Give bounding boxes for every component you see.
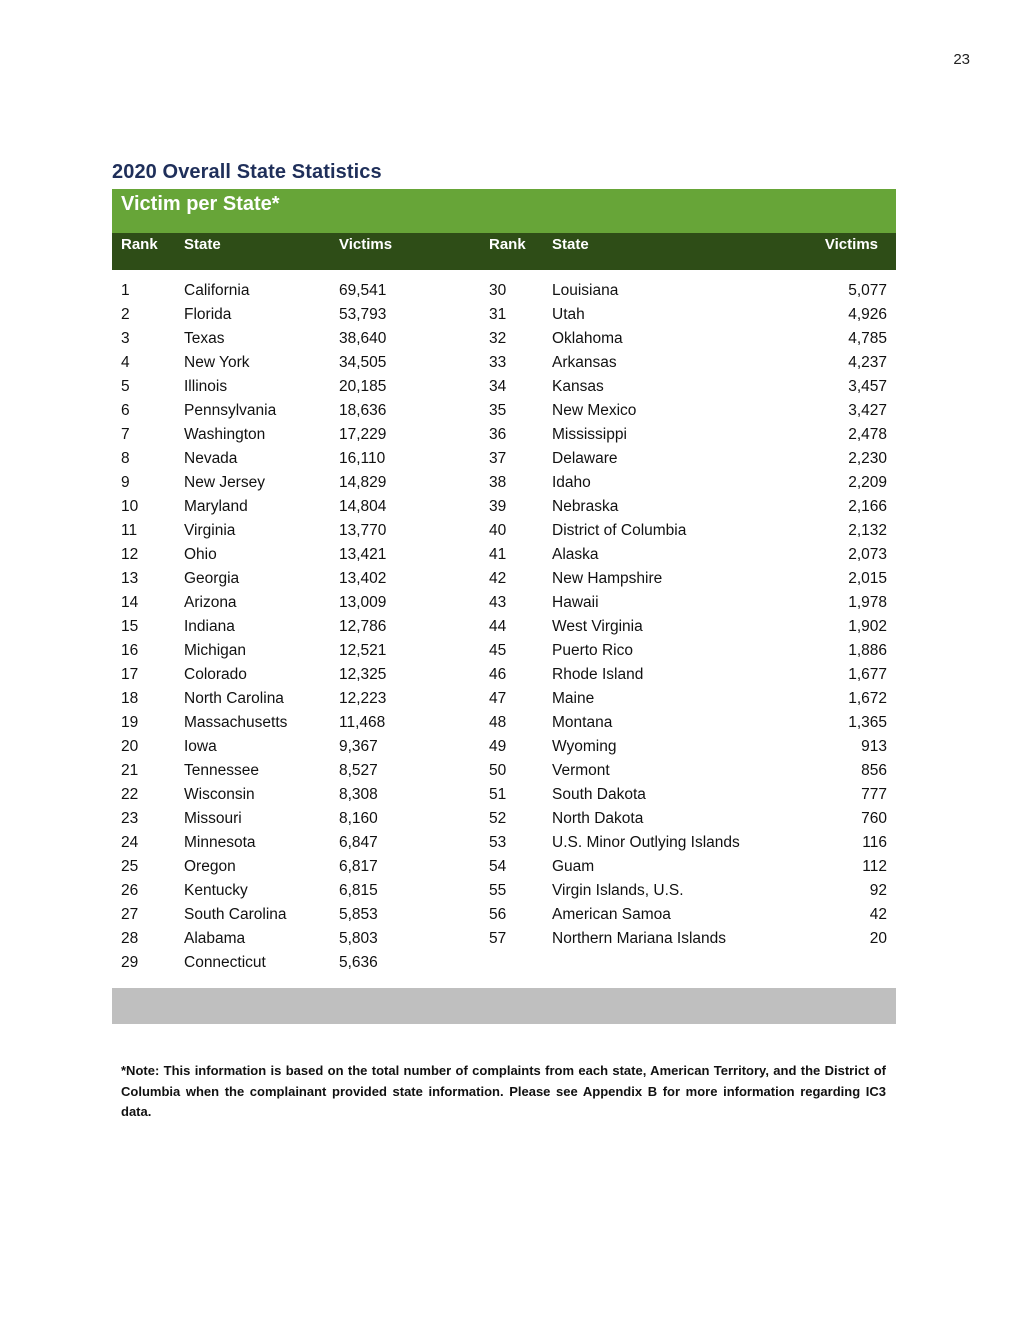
cell-rank: 9 (121, 474, 130, 491)
cell-rank: 17 (121, 666, 139, 683)
cell-rank: 16 (121, 642, 139, 659)
cell-rank-2: 52 (489, 810, 507, 827)
cell-victims-2: 2,478 (848, 426, 887, 443)
cell-state: Nevada (184, 450, 238, 467)
cell-victims: 6,817 (339, 858, 378, 875)
cell-rank-2: 47 (489, 690, 507, 707)
cell-state: Virginia (184, 522, 236, 539)
cell-rank-2: 33 (489, 354, 507, 371)
cell-rank-2: 53 (489, 834, 507, 851)
cell-victims-2: 116 (862, 834, 887, 851)
cell-state-2: New Mexico (552, 402, 637, 419)
cell-victims-2: 2,209 (848, 474, 887, 491)
cell-victims-2: 92 (869, 882, 887, 899)
state-statistics-table (112, 189, 896, 989)
cell-rank-2: 39 (489, 498, 507, 515)
cell-rank: 8 (121, 450, 130, 467)
cell-rank-2: 34 (489, 378, 507, 395)
cell-victims-2: 20 (869, 930, 887, 947)
cell-rank-2: 37 (489, 450, 507, 467)
cell-victims-2: 112 (862, 858, 887, 875)
column-header-rank-2: Rank (489, 236, 526, 253)
column-header-rank: Rank (121, 236, 158, 253)
table-row (112, 903, 896, 927)
cell-victims: 5,853 (339, 906, 378, 923)
cell-rank: 7 (121, 426, 130, 443)
cell-state: Illinois (184, 378, 228, 395)
cell-victims-2: 2,230 (848, 450, 887, 467)
page-number: 23 (953, 51, 970, 68)
cell-rank: 26 (121, 882, 139, 899)
cell-state-2: Montana (552, 714, 613, 731)
cell-rank: 20 (121, 738, 139, 755)
cell-victims-2: 1,677 (848, 666, 887, 683)
cell-victims: 13,421 (339, 546, 387, 563)
column-header-state-2: State (552, 236, 589, 253)
cell-victims-2: 1,978 (848, 594, 887, 611)
table-row (112, 687, 896, 711)
cell-rank: 19 (121, 714, 139, 731)
cell-victims: 34,505 (339, 354, 387, 371)
cell-rank-2: 40 (489, 522, 507, 539)
table-row (112, 831, 896, 855)
cell-victims: 18,636 (339, 402, 387, 419)
cell-victims: 13,770 (339, 522, 387, 539)
cell-state-2: Hawaii (552, 594, 599, 611)
cell-state: Oregon (184, 858, 236, 875)
table-body (112, 270, 896, 989)
cell-victims-2: 42 (869, 906, 887, 923)
cell-victims-2: 913 (861, 738, 887, 755)
cell-rank-2: 50 (489, 762, 507, 779)
cell-rank-2: 38 (489, 474, 507, 491)
cell-rank: 10 (121, 498, 139, 515)
cell-victims: 6,815 (339, 882, 378, 899)
cell-state-2: Oklahoma (552, 330, 623, 347)
cell-victims: 13,402 (339, 570, 387, 587)
cell-victims: 8,160 (339, 810, 378, 827)
table-row (112, 855, 896, 879)
table-row (112, 879, 896, 903)
cell-state-2: Mississippi (552, 426, 627, 443)
table-footer-band (112, 988, 896, 1024)
cell-victims-2: 2,015 (848, 570, 887, 587)
cell-victims: 8,527 (339, 762, 378, 779)
cell-state: Connecticut (184, 954, 266, 971)
cell-rank: 15 (121, 618, 139, 635)
cell-state: Indiana (184, 618, 235, 635)
cell-victims: 12,521 (339, 642, 387, 659)
cell-state-2: American Samoa (552, 906, 671, 923)
cell-state-2: U.S. Minor Outlying Islands (552, 834, 740, 851)
cell-rank: 18 (121, 690, 139, 707)
table-row (112, 303, 896, 327)
cell-rank: 12 (121, 546, 139, 563)
cell-rank-2: 55 (489, 882, 507, 899)
table-row (112, 495, 896, 519)
cell-state: Massachusetts (184, 714, 288, 731)
cell-rank: 14 (121, 594, 139, 611)
cell-rank-2: 36 (489, 426, 507, 443)
cell-victims: 12,325 (339, 666, 387, 683)
cell-state-2: Arkansas (552, 354, 617, 371)
table-row (112, 423, 896, 447)
cell-victims: 5,636 (339, 954, 378, 971)
cell-rank: 6 (121, 402, 130, 419)
footnote: *Note: This information is based on the total number of complaints from each state, American Territory, and the District of Columbia when the complainant provided state information. Please see Appendix B for more information regarding IC3 data. (121, 1063, 886, 1119)
table-row (112, 519, 896, 543)
cell-state: Texas (184, 330, 225, 347)
cell-state: South Carolina (184, 906, 287, 923)
cell-state: New Jersey (184, 474, 265, 491)
column-header-victims-2: Victims (824, 236, 878, 253)
cell-state: Washington (184, 426, 266, 443)
cell-rank: 4 (121, 354, 130, 371)
cell-rank-2: 49 (489, 738, 507, 755)
cell-state: Tennessee (184, 762, 259, 779)
cell-state: Georgia (184, 570, 240, 587)
cell-state: Ohio (184, 546, 217, 563)
table-row (112, 759, 896, 783)
cell-victims-2: 1,886 (848, 642, 887, 659)
table-row (112, 543, 896, 567)
cell-rank-2: 31 (489, 306, 507, 323)
cell-state-2: Vermont (552, 762, 610, 779)
cell-victims-2: 4,785 (848, 330, 887, 347)
cell-victims-2: 777 (861, 786, 887, 803)
cell-victims-2: 4,926 (848, 306, 887, 323)
cell-state: Missouri (184, 810, 242, 827)
cell-victims-2: 1,902 (848, 618, 887, 635)
cell-victims-2: 1,365 (848, 714, 887, 731)
cell-rank: 24 (121, 834, 139, 851)
table-row (112, 639, 896, 663)
cell-rank: 25 (121, 858, 139, 875)
cell-state: Arizona (184, 594, 237, 611)
cell-rank: 11 (121, 522, 138, 539)
table-row (112, 735, 896, 759)
cell-victims: 9,367 (339, 738, 378, 755)
cell-state: North Carolina (184, 690, 284, 707)
column-header-victims: Victims (339, 236, 393, 253)
cell-rank: 1 (121, 282, 130, 299)
table-row (112, 663, 896, 687)
table-row (112, 351, 896, 375)
cell-state-2: Maine (552, 690, 595, 707)
cell-victims: 5,803 (339, 930, 378, 947)
cell-victims-2: 760 (861, 810, 887, 827)
cell-victims-2: 3,427 (848, 402, 887, 419)
cell-rank: 29 (121, 954, 139, 971)
cell-state-2: Nebraska (552, 498, 619, 515)
cell-state-2: Alaska (552, 546, 599, 563)
cell-rank: 22 (121, 786, 139, 803)
cell-victims: 12,786 (339, 618, 387, 635)
cell-rank: 28 (121, 930, 139, 947)
cell-rank-2: 41 (489, 546, 507, 563)
cell-rank-2: 30 (489, 282, 507, 299)
cell-rank-2: 45 (489, 642, 507, 659)
cell-victims-2: 2,166 (848, 498, 887, 515)
table-row (112, 807, 896, 831)
cell-rank: 23 (121, 810, 139, 827)
cell-rank-2: 56 (489, 906, 507, 923)
cell-rank-2: 48 (489, 714, 507, 731)
table-caption: Victim per State* (112, 189, 896, 233)
cell-victims: 16,110 (339, 450, 386, 467)
cell-victims: 11,468 (339, 714, 386, 731)
table-row (112, 471, 896, 495)
cell-state-2: Delaware (552, 450, 618, 467)
table-row (112, 783, 896, 807)
cell-state-2: Rhode Island (552, 666, 644, 683)
cell-state: New York (184, 354, 250, 371)
cell-state-2: North Dakota (552, 810, 644, 827)
cell-victims: 14,829 (339, 474, 387, 491)
cell-victims: 6,847 (339, 834, 378, 851)
cell-state: Maryland (184, 498, 248, 515)
cell-state-2: Louisiana (552, 282, 619, 299)
table-row (112, 591, 896, 615)
cell-victims-2: 2,073 (848, 546, 887, 563)
cell-rank-2: 43 (489, 594, 507, 611)
table-row (112, 279, 896, 303)
cell-state-2: Kansas (552, 378, 604, 395)
cell-state: Michigan (184, 642, 247, 659)
cell-rank: 5 (121, 378, 130, 395)
table-row (112, 951, 896, 975)
cell-rank-2: 35 (489, 402, 507, 419)
table-row (112, 447, 896, 471)
cell-state-2: Wyoming (552, 738, 617, 755)
cell-state: Wisconsin (184, 786, 255, 803)
cell-victims-2: 2,132 (848, 522, 887, 539)
cell-victims-2: 4,237 (848, 354, 887, 371)
cell-victims: 17,229 (339, 426, 387, 443)
table-row (112, 327, 896, 351)
cell-state-2: Puerto Rico (552, 642, 633, 659)
cell-state: Minnesota (184, 834, 256, 851)
cell-rank: 13 (121, 570, 139, 587)
table-row (112, 711, 896, 735)
cell-victims: 14,804 (339, 498, 387, 515)
cell-state-2: West Virginia (552, 618, 643, 635)
cell-victims: 12,223 (339, 690, 387, 707)
table-row (112, 399, 896, 423)
cell-rank-2: 51 (489, 786, 507, 803)
cell-state: Alabama (184, 930, 246, 947)
cell-state-2: Virgin Islands, U.S. (552, 882, 684, 899)
cell-rank-2: 42 (489, 570, 507, 587)
table-row (112, 927, 896, 951)
cell-rank-2: 57 (489, 930, 507, 947)
cell-victims-2: 856 (861, 762, 887, 779)
cell-state-2: New Hampshire (552, 570, 663, 587)
cell-victims-2: 5,077 (848, 282, 887, 299)
cell-state: Florida (184, 306, 232, 323)
cell-victims: 69,541 (339, 282, 387, 299)
cell-state-2: Northern Mariana Islands (552, 930, 727, 947)
cell-rank-2: 46 (489, 666, 507, 683)
cell-victims: 13,009 (339, 594, 387, 611)
table-row (112, 615, 896, 639)
cell-victims: 8,308 (339, 786, 378, 803)
cell-victims: 53,793 (339, 306, 387, 323)
cell-state: Colorado (184, 666, 247, 683)
table-row (112, 567, 896, 591)
cell-state-2: Idaho (552, 474, 591, 491)
cell-rank-2: 54 (489, 858, 507, 875)
cell-rank: 27 (121, 906, 139, 923)
cell-state-2: Utah (552, 306, 585, 323)
cell-victims-2: 3,457 (848, 378, 887, 395)
section-title: 2020 Overall State Statistics (112, 161, 382, 183)
cell-rank: 2 (121, 306, 130, 323)
column-header-state: State (184, 236, 221, 253)
cell-state-2: Guam (552, 858, 595, 875)
cell-state: Kentucky (184, 882, 248, 899)
cell-rank-2: 44 (489, 618, 507, 635)
cell-state: Pennsylvania (184, 402, 277, 419)
cell-state-2: South Dakota (552, 786, 646, 803)
cell-victims: 38,640 (339, 330, 387, 347)
cell-state: Iowa (184, 738, 217, 755)
cell-rank-2: 32 (489, 330, 507, 347)
cell-state-2: District of Columbia (552, 522, 687, 539)
cell-rank: 3 (121, 330, 130, 347)
table-row (112, 375, 896, 399)
cell-victims: 20,185 (339, 378, 387, 395)
cell-state: California (184, 282, 250, 299)
cell-rank: 21 (121, 762, 139, 779)
cell-victims-2: 1,672 (848, 690, 887, 707)
table-header-row (112, 233, 896, 270)
